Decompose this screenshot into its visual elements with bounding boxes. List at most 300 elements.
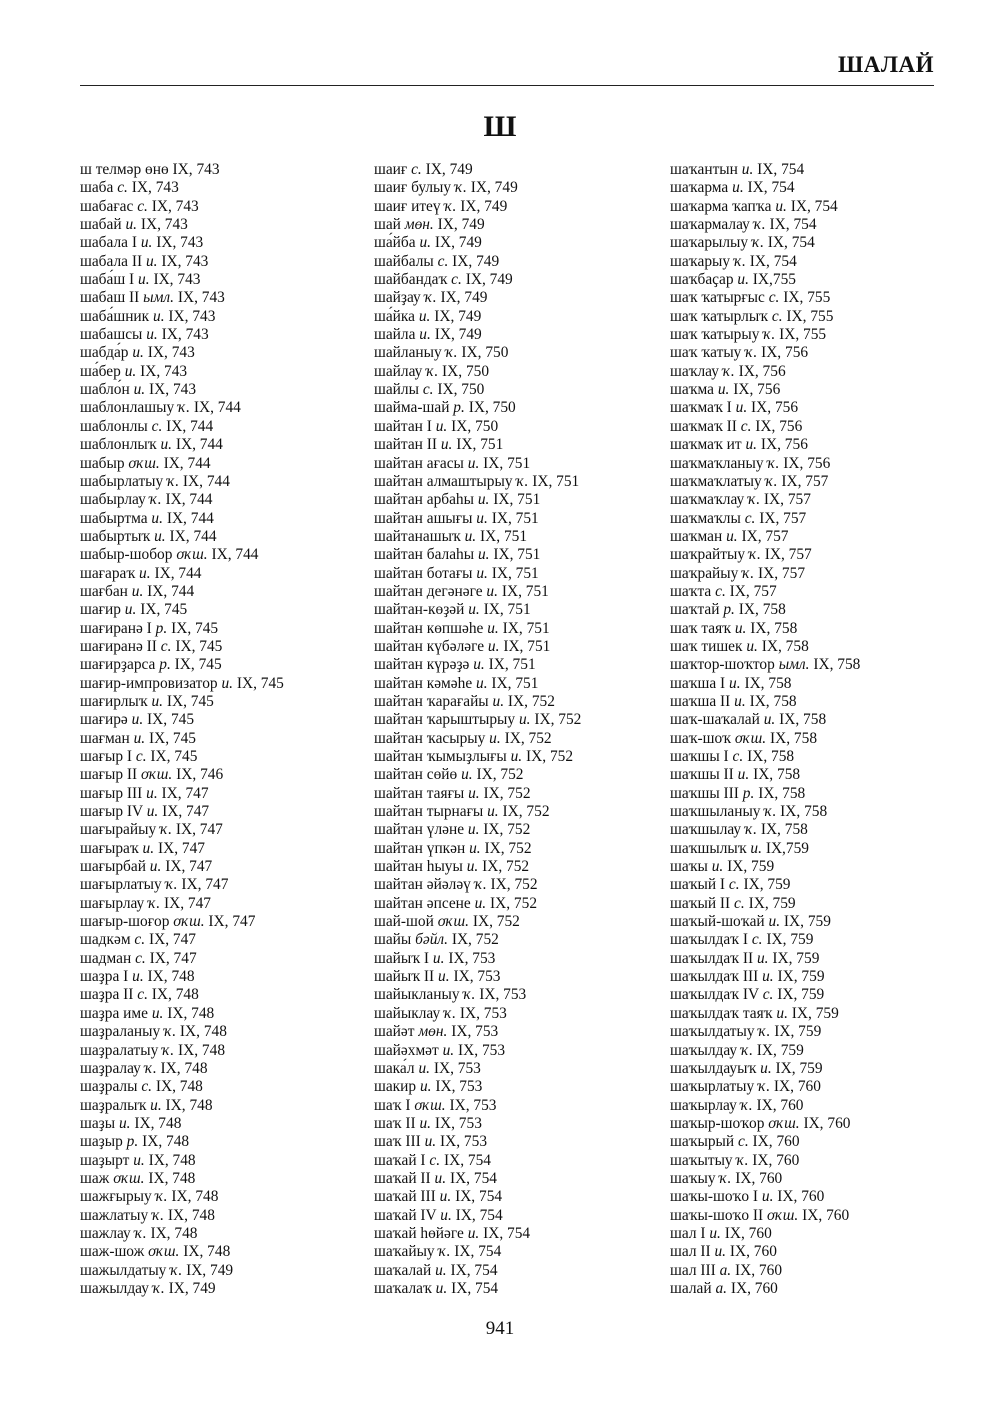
index-entry <box>374 968 581 986</box>
index-entry <box>80 1280 284 1298</box>
index-entry <box>80 876 284 894</box>
headword: шайтан таяғы <box>374 784 465 802</box>
volume-page-ref: IX, 744 <box>211 546 259 564</box>
volume-page-ref: IX, 759 <box>743 876 791 894</box>
volume-page-ref: IX, 748 <box>151 986 199 1004</box>
headword: шаҡбаҫар <box>670 271 734 289</box>
volume-page-ref: IX, 758 <box>780 803 828 821</box>
volume-page-ref: IX, 754 <box>455 1206 503 1224</box>
volume-page-ref: IX, 754 <box>767 234 815 252</box>
volume-page-ref: IX, 759 <box>783 913 831 931</box>
headword: шабыртма <box>80 509 148 527</box>
volume-page-ref: IX, 747 <box>157 839 205 857</box>
volume-page-ref: IX, 751 <box>491 674 539 692</box>
volume-page-ref: IX, 760 <box>735 1261 783 1279</box>
grammar-label: и. <box>750 839 762 857</box>
volume-page-ref: IX, 754 <box>769 216 817 234</box>
headword: шаҡарылыу <box>670 234 749 252</box>
headword: шаҡылдауыҡ <box>670 1059 757 1077</box>
grammar-label: и. <box>154 527 166 545</box>
volume-page-ref: IX, 755 <box>779 326 827 344</box>
index-column-3 <box>670 161 860 1298</box>
index-entry <box>374 418 581 436</box>
index-entry <box>670 1060 860 1078</box>
grammar-label: ҡ. <box>164 1023 177 1041</box>
grammar-label: а. <box>715 1279 727 1297</box>
index-entry <box>374 766 581 784</box>
index-entry <box>374 1170 581 1188</box>
grammar-label: с. <box>744 509 756 527</box>
grammar-label: и. <box>467 821 480 839</box>
volume-page-ref: IX, 743 <box>140 216 188 234</box>
headword: шайтан-көҙәй <box>374 601 465 619</box>
grammar-label: и. <box>160 436 172 454</box>
volume-page-ref: IX, 749 <box>470 179 518 197</box>
volume-page-ref: IX, 749 <box>434 307 482 325</box>
page-number: 941 <box>485 1318 515 1339</box>
volume-page-ref: IX, 754 <box>455 1188 503 1206</box>
volume-page-ref: IX, 743 <box>140 362 188 380</box>
headword: шағирлыҡ <box>80 692 148 710</box>
headword: шаҡшылыҡ <box>670 839 747 857</box>
headword: шаҙралы <box>80 1078 138 1096</box>
index-entry <box>670 1207 860 1225</box>
index-column-1 <box>80 161 284 1298</box>
index-entry <box>374 821 581 839</box>
volume-page-ref: IX, 749 <box>186 1261 234 1279</box>
index-entry <box>80 344 284 362</box>
volume-page-ref: IX, 760 <box>752 1133 800 1151</box>
index-entry <box>80 821 284 839</box>
volume-page-ref: IX, 752 <box>451 931 499 949</box>
grammar-label: и. <box>418 1059 430 1077</box>
headword: шайәхмәт <box>374 1041 439 1059</box>
volume-page-ref: IX, 751 <box>483 454 531 472</box>
index-entry <box>374 289 581 307</box>
grammar-label: и. <box>221 674 233 692</box>
volume-page-ref: IX, 759 <box>774 1023 822 1041</box>
headword: шаҙра I <box>80 968 129 986</box>
volume-page-ref: IX, 747 <box>163 894 211 912</box>
headword: шаблонлыҡ <box>80 436 157 454</box>
headword: шаҙралау <box>80 1059 141 1077</box>
running-head: ШАЛАЙ <box>837 52 934 77</box>
headword: шажылдатыу <box>80 1261 167 1279</box>
grammar-label: и. <box>732 179 744 197</box>
grammar-label: и. <box>440 436 453 454</box>
grammar-label: ҡ. <box>155 1188 168 1206</box>
grammar-label: и. <box>442 1041 455 1059</box>
headword: шаҡы-шоҡо I <box>670 1188 759 1206</box>
headword: шағырайыу <box>80 821 157 839</box>
grammar-label: и. <box>133 381 146 399</box>
grammar-label: ҡ. <box>742 564 755 582</box>
headword: шаҙыр <box>80 1133 123 1151</box>
headword: шаҡ III <box>374 1133 421 1151</box>
volume-page-ref: IX, 749 <box>434 234 482 252</box>
headword: шайла <box>374 326 416 344</box>
grammar-label: и. <box>734 619 747 637</box>
headword: шаҡыр-шоҡор <box>670 1114 765 1132</box>
grammar-label: оҡш. <box>437 913 469 931</box>
grammar-label: ҡ. <box>167 472 180 490</box>
index-entry <box>374 931 581 949</box>
grammar-label: и. <box>418 307 431 325</box>
volume-page-ref: IX, 743 <box>153 271 201 289</box>
headword: шаж-шож <box>80 1243 145 1261</box>
headword: шаҡалай <box>374 1261 432 1279</box>
index-entry <box>670 1097 860 1115</box>
volume-page-ref: IX, 748 <box>148 1151 196 1169</box>
grammar-label: с. <box>137 197 148 215</box>
volume-page-ref: IX, 748 <box>179 1023 227 1041</box>
headword: шаҡмаҡлатыу <box>670 472 762 490</box>
volume-page-ref: IX, 760 <box>756 1096 804 1114</box>
grammar-label: и. <box>746 637 758 655</box>
headword: шағиранә I <box>80 619 152 637</box>
volume-page-ref: IX, 757 <box>759 509 807 527</box>
volume-page-ref: IX, 749 <box>452 252 500 270</box>
volume-page-ref: IX, 756 <box>761 344 809 362</box>
volume-page-ref: IX, 748 <box>167 1004 215 1022</box>
volume-page-ref: IX, 752 <box>526 748 574 765</box>
headword: шаҡытыу <box>670 1151 733 1169</box>
headword: шағыр-шоғор <box>80 913 170 931</box>
index-entry <box>80 455 284 473</box>
grammar-label: и. <box>132 968 144 986</box>
headword: шаҡрайыу <box>670 564 739 582</box>
grammar-label: и. <box>139 564 151 582</box>
volume-page-ref: IX, 754 <box>443 1151 491 1169</box>
index-entry <box>374 510 581 528</box>
volume-page-ref: IX, 744 <box>166 509 214 527</box>
volume-page-ref: IX, 757 <box>729 582 777 600</box>
index-entry <box>374 913 581 931</box>
index-entry <box>670 840 860 858</box>
index-entry <box>80 473 284 491</box>
grammar-label: оҡш. <box>768 1114 800 1132</box>
grammar-label: с. <box>134 931 146 949</box>
grammar-label: ҡ. <box>751 234 764 252</box>
volume-page-ref: IX, 760 <box>730 1279 778 1297</box>
grammar-label: ҡ. <box>149 491 162 509</box>
grammar-label: и. <box>474 894 487 912</box>
index-entry <box>374 399 581 417</box>
volume-page-ref: IX, 745 <box>174 656 222 674</box>
headword: шайы <box>374 931 412 949</box>
headword: шайтан кәмәһе <box>374 674 473 692</box>
grammar-label: и. <box>468 784 480 802</box>
index-entry <box>670 601 860 619</box>
index-entry <box>670 399 860 417</box>
headword: ша́йка <box>374 307 415 325</box>
volume-page-ref: IX, 751 <box>488 656 536 674</box>
index-entry <box>670 473 860 491</box>
index-entry <box>670 436 860 454</box>
grammar-label: и. <box>741 161 754 178</box>
index-entry <box>374 326 581 344</box>
index-entry <box>374 840 581 858</box>
grammar-label: с. <box>137 986 148 1004</box>
index-entry <box>80 803 284 821</box>
volume-page-ref: IX, 752 <box>507 692 555 710</box>
volume-page-ref: IX, 743 <box>149 381 197 399</box>
headword: шаҡмаҡ ит <box>670 436 742 454</box>
grammar-label: и. <box>487 619 499 637</box>
headword: шаҡтай <box>670 601 720 619</box>
volume-page-ref: IX, 748 <box>147 968 195 986</box>
grammar-label: ҡ. <box>165 876 178 894</box>
volume-page-ref: IX, 745 <box>236 674 284 692</box>
volume-page-ref: IX, 744 <box>193 399 241 417</box>
volume-page-ref: IX, 760 <box>803 1114 851 1132</box>
volume-page-ref: IX, 753 <box>435 1078 483 1096</box>
volume-page-ref: IX, 743 <box>172 161 220 178</box>
grammar-label: и. <box>476 509 488 527</box>
volume-page-ref: IX, 747 <box>161 784 209 802</box>
grammar-label: с. <box>437 252 449 270</box>
index-entry <box>670 638 860 656</box>
index-entry <box>374 161 581 179</box>
index-entry <box>80 271 284 289</box>
index-entry <box>374 895 581 913</box>
volume-page-ref: IX, 744 <box>182 472 230 490</box>
index-entry <box>670 803 860 821</box>
grammar-label: и. <box>151 692 163 710</box>
index-entry <box>374 620 581 638</box>
grammar-label: и. <box>125 216 137 234</box>
volume-page-ref: IX, 753 <box>448 949 496 967</box>
grammar-label: с. <box>762 986 774 1004</box>
headword: шаиғ итеү <box>374 197 441 215</box>
grammar-label: ҡ. <box>454 179 467 197</box>
volume-page-ref: IX, 751 <box>456 436 504 454</box>
headword: шайтан ҡасырыу <box>374 729 486 747</box>
headword: шаҡармалау <box>670 216 750 234</box>
volume-page-ref: IX, 743 <box>131 179 179 197</box>
index-entry <box>374 1243 581 1261</box>
grammar-label: с. <box>411 161 422 178</box>
volume-page-ref: IX, 759 <box>777 986 825 1004</box>
headword: шағырбай <box>80 858 146 876</box>
index-entry <box>80 1097 284 1115</box>
volume-page-ref: IX, 746 <box>176 766 224 784</box>
volume-page-ref: IX, 755 <box>783 289 831 307</box>
grammar-label: и. <box>461 766 473 784</box>
volume-page-ref: IX, 754 <box>450 1261 498 1279</box>
index-entry <box>670 1042 860 1060</box>
index-entry <box>80 950 284 968</box>
grammar-label: и. <box>776 1004 788 1022</box>
headword: шажлатыу <box>80 1206 149 1224</box>
volume-page-ref: IX, 748 <box>150 1224 198 1242</box>
headword: шаҙы <box>80 1114 116 1132</box>
headword: шаҡай һөйәге <box>374 1224 464 1242</box>
headword: шака́л <box>374 1059 415 1077</box>
index-entry <box>670 510 860 528</box>
headword: шайлау <box>374 362 423 380</box>
headword: шаҡы-шоҡо II <box>670 1206 764 1224</box>
volume-page-ref: IX, 759 <box>777 968 825 986</box>
index-entry <box>670 326 860 344</box>
grammar-label: ҡ. <box>758 1023 771 1041</box>
index-entry <box>80 308 284 326</box>
index-entry <box>670 1152 860 1170</box>
index-entry <box>670 675 860 693</box>
index-entry <box>670 1225 860 1243</box>
index-entry <box>374 1152 581 1170</box>
grammar-label: и. <box>131 711 144 729</box>
index-entry <box>670 968 860 986</box>
grammar-label: и. <box>734 692 746 710</box>
index-entry <box>374 1023 581 1041</box>
headword: шаиғ булыу <box>374 179 452 197</box>
headword: шаҡ ҡатырыу <box>670 326 760 344</box>
grammar-label: и. <box>489 729 501 747</box>
index-entry <box>670 950 860 968</box>
index-entry <box>374 253 581 271</box>
headword: шаҡшыланыу <box>670 803 761 821</box>
headword: шайтан үпкән <box>374 839 466 857</box>
header-rule <box>80 85 934 86</box>
grammar-label: и. <box>153 307 165 325</box>
index-entry <box>374 1188 581 1206</box>
volume-page-ref: IX, 748 <box>160 1059 208 1077</box>
headword: шаҡарма <box>670 179 729 197</box>
grammar-label: и. <box>419 234 431 252</box>
index-entry <box>670 1133 860 1151</box>
grammar-label: с. <box>135 949 146 967</box>
headword: шаҡы <box>670 858 708 876</box>
grammar-label: ҡ. <box>152 1206 165 1224</box>
grammar-label: с. <box>429 1151 441 1169</box>
grammar-label: р. <box>155 619 168 637</box>
volume-page-ref: IX, 757 <box>758 564 806 582</box>
volume-page-ref: IX, 758 <box>749 692 797 710</box>
grammar-label: и. <box>711 858 724 876</box>
index-entry <box>670 308 860 326</box>
grammar-label: ҡ. <box>763 326 776 344</box>
volume-page-ref: IX, 759 <box>775 1059 823 1077</box>
headword: шаба́ш I <box>80 271 135 289</box>
headword: шаҡый-шоҡай <box>670 913 765 931</box>
grammar-label: ҡ. <box>745 344 758 362</box>
grammar-label: ҡ. <box>733 252 746 270</box>
volume-page-ref: IX, 754 <box>747 179 795 197</box>
index-entry <box>80 253 284 271</box>
grammar-label: с. <box>715 582 726 600</box>
headword: шажылдау <box>80 1279 149 1297</box>
volume-page-ref: IX, 758 <box>761 637 809 655</box>
grammar-label: бәйл. <box>415 931 448 949</box>
index-entry <box>374 565 581 583</box>
index-entry <box>374 876 581 894</box>
grammar-label: с. <box>768 289 780 307</box>
index-entry <box>374 344 581 362</box>
index-entry <box>670 455 860 473</box>
grammar-label: с. <box>732 748 744 765</box>
volume-page-ref: IX, 758 <box>758 784 806 802</box>
headword: шаҡылдаҡ IV <box>670 986 759 1004</box>
volume-page-ref: IX, 748 <box>171 1188 219 1206</box>
grammar-label: ҡ. <box>162 1041 175 1059</box>
headword: шаба́шник <box>80 307 150 325</box>
volume-page-ref: IX, 744 <box>154 564 202 582</box>
index-entry <box>80 785 284 803</box>
grammar-label: и. <box>768 913 781 931</box>
volume-page-ref: IX, 759 <box>756 1041 804 1059</box>
volume-page-ref: IX, 752 <box>502 803 550 821</box>
grammar-label: и. <box>133 729 146 747</box>
headword: шаҡта <box>670 582 712 600</box>
volume-page-ref: IX, 749 <box>434 326 482 344</box>
grammar-label: и. <box>435 1279 448 1297</box>
index-entry <box>80 986 284 1004</box>
volume-page-ref: IX, 743 <box>151 197 199 215</box>
volume-page-ref: IX, 751 <box>493 546 541 564</box>
headword: шаҡай III <box>374 1188 436 1206</box>
grammar-label: р. <box>723 601 735 619</box>
headword: шабай <box>80 216 122 234</box>
headword: шаҡшы I <box>670 748 729 765</box>
volume-page-ref: IX, 743 <box>161 252 209 270</box>
headword: шаҡай I <box>374 1151 426 1169</box>
index-entry <box>374 601 581 619</box>
volume-page-ref: IX, 751 <box>532 472 580 490</box>
volume-page-ref: IX, 751 <box>491 564 539 582</box>
headword: шаҡ I <box>374 1096 411 1114</box>
grammar-label: оҡш. <box>128 454 160 472</box>
index-entry <box>374 656 581 674</box>
index-entry <box>670 161 860 179</box>
headword: шағыр I <box>80 748 133 765</box>
headword: шайтанашыҡ <box>374 527 461 545</box>
grammar-label: и. <box>132 344 144 362</box>
volume-page-ref: IX, 759 <box>766 931 814 949</box>
grammar-label: ҡ. <box>719 1169 732 1187</box>
grammar-label: и. <box>440 1206 452 1224</box>
index-entry <box>374 179 581 197</box>
volume-page-ref: IX, 749 <box>168 1279 216 1297</box>
headword: шағырлау <box>80 894 145 912</box>
index-entry <box>80 1188 284 1206</box>
headword: шабырлау <box>80 491 146 509</box>
grammar-label: и. <box>124 362 137 380</box>
index-entry <box>670 858 860 876</box>
headword: шаҡ ҡатырғыс <box>670 289 765 307</box>
index-entry <box>80 748 284 766</box>
headword: шайтан ашығы <box>374 509 473 527</box>
headword: шаҡрайтыу <box>670 546 746 564</box>
volume-page-ref: IX, 748 <box>155 1078 203 1096</box>
headword: шаҡман <box>670 527 723 545</box>
headword: шабыр-шобор <box>80 546 173 564</box>
grammar-label: с. <box>117 179 128 197</box>
headword: шайтан алмаштырыу <box>374 472 513 490</box>
grammar-label: оҡш. <box>113 1169 145 1187</box>
headword: шайтан күрәҙә <box>374 656 470 674</box>
volume-page-ref: IX, 750 <box>461 344 509 362</box>
grammar-label: и. <box>464 527 477 545</box>
volume-page-ref: IX, 747 <box>175 821 223 839</box>
headword: шағбан <box>80 582 128 600</box>
headword: шайәт <box>374 1023 415 1041</box>
volume-page-ref: IX, 751 <box>491 509 539 527</box>
headword: ша́бер <box>80 362 121 380</box>
volume-page-ref: IX, 757 <box>763 491 811 509</box>
headword: шайыҡ II <box>374 968 435 986</box>
headword: шай <box>374 216 401 234</box>
